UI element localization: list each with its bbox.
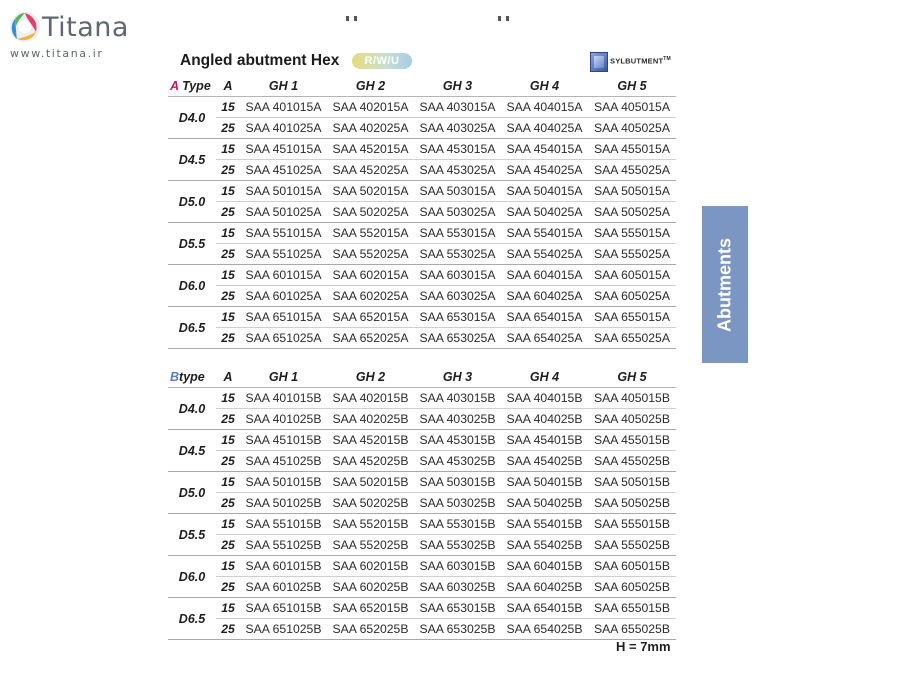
product-code-cell: SAA 455025A xyxy=(588,160,676,181)
product-code-cell: SAA 405015A xyxy=(588,97,676,118)
product-code-cell: SAA 502025B xyxy=(327,493,414,514)
type-word: Type xyxy=(182,79,211,93)
product-code-cell: SAA 602015A xyxy=(327,265,414,286)
table-row xyxy=(168,265,676,286)
product-code-cell: SAA 553015A xyxy=(414,223,501,244)
product-code-cell: SAA 453025A xyxy=(414,160,501,181)
product-code-cell: SAA 502025A xyxy=(327,202,414,223)
angle-cell: 15 xyxy=(216,472,240,493)
angle-cell: 15 xyxy=(216,265,240,286)
product-code-cell: SAA 655015B xyxy=(588,598,676,619)
angle-cell: 25 xyxy=(216,244,240,265)
product-code-cell: SAA 402025B xyxy=(327,409,414,430)
type-header xyxy=(168,76,216,97)
product-code-cell: SAA 554025B xyxy=(501,535,588,556)
table-row xyxy=(168,598,676,619)
product-code-cell: SAA 453025B xyxy=(414,451,501,472)
type-word: type xyxy=(179,370,205,384)
column-header: GH 2 xyxy=(327,76,414,97)
product-code-cell: SAA 404025B xyxy=(501,409,588,430)
brand-name xyxy=(610,56,671,66)
catalog-header xyxy=(168,48,678,78)
product-code-cell: SAA 503015B xyxy=(414,472,501,493)
diameter-cell: D6.0 xyxy=(168,265,216,307)
angle-cell: 25 xyxy=(216,286,240,307)
angle-cell: 25 xyxy=(216,160,240,181)
product-code-cell: SAA 402015A xyxy=(327,97,414,118)
product-code-cell: SAA 503025B xyxy=(414,493,501,514)
product-code-cell: SAA 452015B xyxy=(327,430,414,451)
angle-cell: 25 xyxy=(216,202,240,223)
product-code-cell: SAA 501025B xyxy=(240,493,327,514)
product-code-cell: SAA 502015A xyxy=(327,181,414,202)
product-code-cell: SAA 451025B xyxy=(240,451,327,472)
angle-cell: 15 xyxy=(216,181,240,202)
table-row xyxy=(168,202,676,223)
product-code-cell: SAA 552015B xyxy=(327,514,414,535)
product-code-cell: SAA 452025A xyxy=(327,160,414,181)
product-code-cell: SAA 504025A xyxy=(501,202,588,223)
product-code-cell: SAA 403015B xyxy=(414,388,501,409)
product-code-cell: SAA 454015B xyxy=(501,430,588,451)
product-code-cell: SAA 652015B xyxy=(327,598,414,619)
product-code-cell: SAA 651015B xyxy=(240,598,327,619)
product-code-cell: SAA 403015A xyxy=(414,97,501,118)
product-code-cell: SAA 455015B xyxy=(588,430,676,451)
column-header: A xyxy=(216,367,240,388)
product-code-cell: SAA 655025A xyxy=(588,328,676,349)
product-code-cell: SAA 555025B xyxy=(588,535,676,556)
table-row xyxy=(168,286,676,307)
product-code-cell: SAA 651025B xyxy=(240,619,327,640)
product-code-cell: SAA 552025B xyxy=(327,535,414,556)
type-b-table xyxy=(168,367,676,640)
product-code-cell: SAA 401015A xyxy=(240,97,327,118)
angle-cell: 25 xyxy=(216,577,240,598)
angle-cell: 15 xyxy=(216,97,240,118)
product-code-cell: SAA 401025A xyxy=(240,118,327,139)
diameter-cell: D4.0 xyxy=(168,388,216,430)
product-code-cell: SAA 605025B xyxy=(588,577,676,598)
diameter-cell: D5.5 xyxy=(168,223,216,265)
product-code-cell: SAA 451015A xyxy=(240,139,327,160)
product-code-cell: SAA 555015B xyxy=(588,514,676,535)
table-row xyxy=(168,139,676,160)
titana-logo xyxy=(8,8,138,58)
product-code-cell: SAA 605025A xyxy=(588,286,676,307)
product-code-cell: SAA 501015A xyxy=(240,181,327,202)
diameter-cell: D4.5 xyxy=(168,430,216,472)
product-code-cell: SAA 652015A xyxy=(327,307,414,328)
angle-cell: 15 xyxy=(216,430,240,451)
angle-cell: 15 xyxy=(216,307,240,328)
product-code-cell: SAA 602025B xyxy=(327,577,414,598)
product-code-cell: SAA 552025A xyxy=(327,244,414,265)
table-row xyxy=(168,223,676,244)
product-code-cell: SAA 653025A xyxy=(414,328,501,349)
product-code-cell: SAA 504015A xyxy=(501,181,588,202)
product-code-cell: SAA 405015B xyxy=(588,388,676,409)
product-code-cell: SAA 651025A xyxy=(240,328,327,349)
table-row xyxy=(168,514,676,535)
table-row xyxy=(168,472,676,493)
abutments-section-tab xyxy=(702,206,748,363)
table-row xyxy=(168,577,676,598)
product-code-cell: SAA 654025A xyxy=(501,328,588,349)
product-code-cell: SAA 654015A xyxy=(501,307,588,328)
product-code-cell: SAA 451015B xyxy=(240,430,327,451)
table-row xyxy=(168,160,676,181)
angle-cell: 25 xyxy=(216,409,240,430)
diameter-cell: D6.5 xyxy=(168,598,216,640)
product-code-cell: SAA 551015A xyxy=(240,223,327,244)
product-code-cell: SAA 555025A xyxy=(588,244,676,265)
product-code-cell: SAA 603015B xyxy=(414,556,501,577)
product-code-cell: SAA 551025A xyxy=(240,244,327,265)
column-header: GH 3 xyxy=(414,367,501,388)
diameter-cell: D4.0 xyxy=(168,97,216,139)
product-code-cell: SAA 503025A xyxy=(414,202,501,223)
product-code-cell: SAA 405025B xyxy=(588,409,676,430)
column-header: GH 5 xyxy=(588,76,676,97)
table-row xyxy=(168,535,676,556)
table-row xyxy=(168,493,676,514)
product-code-cell: SAA 402015B xyxy=(327,388,414,409)
table-row xyxy=(168,388,676,409)
product-code-cell: SAA 401015B xyxy=(240,388,327,409)
section-tab-label: Abutments xyxy=(714,237,735,332)
product-code-cell: SAA 403025A xyxy=(414,118,501,139)
column-header: GH 2 xyxy=(327,367,414,388)
product-code-cell: SAA 602025A xyxy=(327,286,414,307)
type-letter: B xyxy=(170,370,180,384)
product-code-cell: SAA 404015B xyxy=(501,388,588,409)
product-code-cell: SAA 403025B xyxy=(414,409,501,430)
product-code-cell: SAA 601025B xyxy=(240,577,327,598)
angle-cell: 15 xyxy=(216,223,240,244)
product-code-cell: SAA 404025A xyxy=(501,118,588,139)
product-code-cell: SAA 604025B xyxy=(501,577,588,598)
product-code-cell: SAA 551025B xyxy=(240,535,327,556)
product-code-cell: SAA 401025B xyxy=(240,409,327,430)
product-code-cell: SAA 601015A xyxy=(240,265,327,286)
product-code-cell: SAA 602015B xyxy=(327,556,414,577)
product-code-cell: SAA 454025A xyxy=(501,160,588,181)
table-row xyxy=(168,430,676,451)
product-code-cell: SAA 604015A xyxy=(501,265,588,286)
brand-cube-icon xyxy=(590,52,608,72)
table-row xyxy=(168,409,676,430)
product-code-cell: SAA 654015B xyxy=(501,598,588,619)
product-code-cell: SAA 653015B xyxy=(414,598,501,619)
product-code-cell: SAA 405025A xyxy=(588,118,676,139)
diameter-cell: D5.5 xyxy=(168,514,216,556)
type-a-table xyxy=(168,76,676,349)
product-code-cell: SAA 505015B xyxy=(588,472,676,493)
angle-cell: 25 xyxy=(216,535,240,556)
product-code-cell: SAA 605015B xyxy=(588,556,676,577)
product-code-cell: SAA 601015B xyxy=(240,556,327,577)
table-row xyxy=(168,619,676,640)
column-header: A xyxy=(216,76,240,97)
logo-name: Titana xyxy=(42,12,129,43)
angle-cell: 25 xyxy=(216,118,240,139)
product-code-cell: SAA 402025A xyxy=(327,118,414,139)
table-row xyxy=(168,244,676,265)
product-code-cell: SAA 555015A xyxy=(588,223,676,244)
type-letter: A xyxy=(170,79,179,93)
product-code-cell: SAA 552015A xyxy=(327,223,414,244)
product-code-cell: SAA 604025A xyxy=(501,286,588,307)
table-header-row xyxy=(168,367,676,388)
brand-logo xyxy=(590,51,680,73)
product-code-cell: SAA 603015A xyxy=(414,265,501,286)
angle-cell: 25 xyxy=(216,619,240,640)
brand-trademark: TM xyxy=(663,56,671,62)
connection-badge: R/W/U xyxy=(352,53,412,69)
product-code-cell: SAA 655025B xyxy=(588,619,676,640)
table-row xyxy=(168,451,676,472)
product-code-cell: SAA 453015B xyxy=(414,430,501,451)
product-code-cell: SAA 653025B xyxy=(414,619,501,640)
column-header: GH 5 xyxy=(588,367,676,388)
product-code-cell: SAA 501015B xyxy=(240,472,327,493)
table-row xyxy=(168,181,676,202)
product-code-cell: SAA 655015A xyxy=(588,307,676,328)
product-code-cell: SAA 452025B xyxy=(327,451,414,472)
column-header: GH 1 xyxy=(240,76,327,97)
product-code-cell: SAA 652025B xyxy=(327,619,414,640)
product-code-cell: SAA 455025B xyxy=(588,451,676,472)
catalog-title: Angled abutment Hex xyxy=(180,52,340,69)
product-code-cell: SAA 501025A xyxy=(240,202,327,223)
table-row xyxy=(168,556,676,577)
diameter-cell: D5.0 xyxy=(168,181,216,223)
product-code-cell: SAA 553015B xyxy=(414,514,501,535)
angle-cell: 25 xyxy=(216,328,240,349)
product-code-cell: SAA 554015A xyxy=(501,223,588,244)
table-row xyxy=(168,118,676,139)
angle-cell: 15 xyxy=(216,388,240,409)
product-code-cell: SAA 604015B xyxy=(501,556,588,577)
scan-marks xyxy=(346,16,516,26)
product-code-cell: SAA 451025A xyxy=(240,160,327,181)
column-header: GH 4 xyxy=(501,76,588,97)
angle-cell: 15 xyxy=(216,556,240,577)
diameter-cell: D4.5 xyxy=(168,139,216,181)
logo-url: www.titana.ir xyxy=(10,47,104,60)
product-code-cell: SAA 502015B xyxy=(327,472,414,493)
brand-name-text: SYLBUTMENT xyxy=(610,56,664,66)
product-code-cell: SAA 505025A xyxy=(588,202,676,223)
product-code-cell: SAA 551015B xyxy=(240,514,327,535)
product-code-cell: SAA 553025B xyxy=(414,535,501,556)
product-code-cell: SAA 603025A xyxy=(414,286,501,307)
product-code-cell: SAA 605015A xyxy=(588,265,676,286)
product-code-cell: SAA 654025B xyxy=(501,619,588,640)
column-header: GH 3 xyxy=(414,76,501,97)
angle-cell: 15 xyxy=(216,598,240,619)
product-code-cell: SAA 454015A xyxy=(501,139,588,160)
product-code-cell: SAA 505025B xyxy=(588,493,676,514)
angle-cell: 15 xyxy=(216,139,240,160)
product-code-cell: SAA 504025B xyxy=(501,493,588,514)
height-note: H = 7mm xyxy=(616,639,671,654)
product-code-cell: SAA 455015A xyxy=(588,139,676,160)
column-header: GH 1 xyxy=(240,367,327,388)
table-row xyxy=(168,307,676,328)
angle-cell: 25 xyxy=(216,493,240,514)
diameter-cell: D6.0 xyxy=(168,556,216,598)
product-code-cell: SAA 554025A xyxy=(501,244,588,265)
product-code-cell: SAA 652025A xyxy=(327,328,414,349)
product-code-cell: SAA 601025A xyxy=(240,286,327,307)
type-header xyxy=(168,367,216,388)
table-row xyxy=(168,328,676,349)
product-code-cell: SAA 504015B xyxy=(501,472,588,493)
product-code-cell: SAA 554015B xyxy=(501,514,588,535)
product-code-cell: SAA 505015A xyxy=(588,181,676,202)
angle-cell: 25 xyxy=(216,451,240,472)
product-code-cell: SAA 452015A xyxy=(327,139,414,160)
product-code-cell: SAA 653015A xyxy=(414,307,501,328)
diameter-cell: D5.0 xyxy=(168,472,216,514)
product-code-cell: SAA 454025B xyxy=(501,451,588,472)
product-code-cell: SAA 404015A xyxy=(501,97,588,118)
angle-cell: 15 xyxy=(216,514,240,535)
product-code-cell: SAA 503015A xyxy=(414,181,501,202)
table-row xyxy=(168,97,676,118)
column-header: GH 4 xyxy=(501,367,588,388)
product-code-cell: SAA 651015A xyxy=(240,307,327,328)
diameter-cell: D6.5 xyxy=(168,307,216,349)
product-code-cell: SAA 553025A xyxy=(414,244,501,265)
product-code-cell: SAA 453015A xyxy=(414,139,501,160)
titana-logo-mark-icon xyxy=(8,10,42,44)
table-header-row xyxy=(168,76,676,97)
product-code-cell: SAA 603025B xyxy=(414,577,501,598)
